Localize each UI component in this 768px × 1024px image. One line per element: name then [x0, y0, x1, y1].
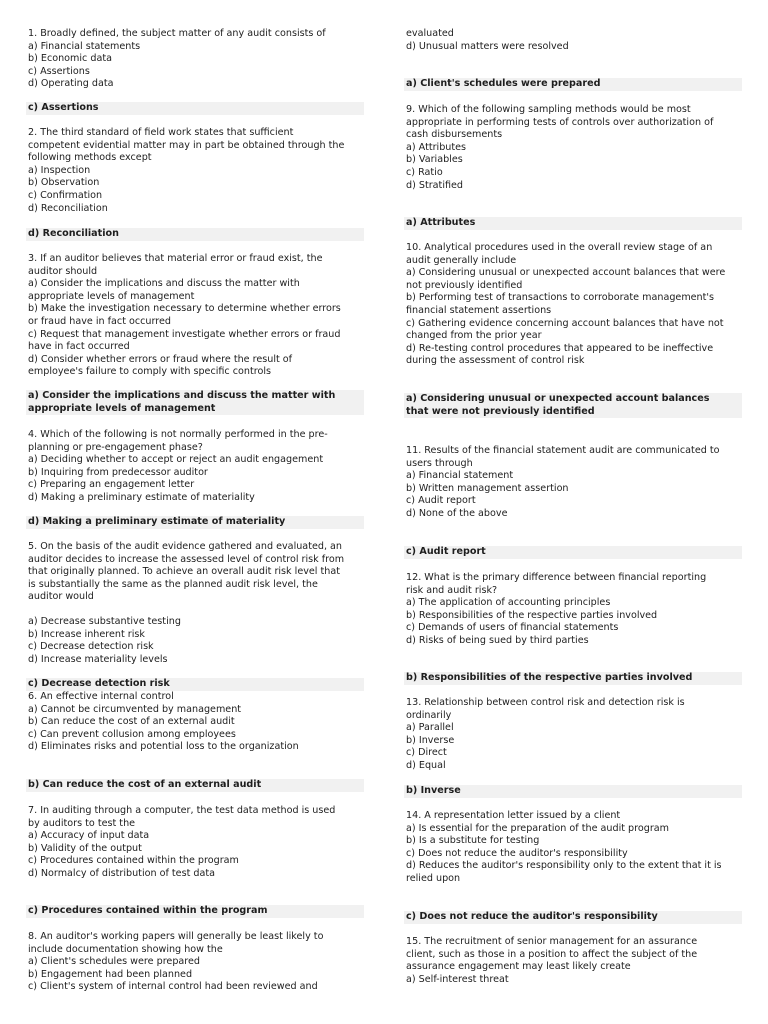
answer-10 — [406, 393, 742, 418]
question-line: b) Economic data — [28, 53, 112, 65]
question-line: risk and audit risk? — [406, 584, 498, 596]
question-line: d) None of the above — [406, 507, 508, 519]
question-line: employee's failure to comply with specific controls — [28, 366, 272, 378]
question-line: or fraud have in fact occurred — [28, 315, 172, 327]
question-line: 3. If an auditor believes that material error or fraud exist, the — [28, 253, 323, 264]
question-line: d) Operating data — [28, 78, 114, 90]
answer-2 — [28, 228, 364, 241]
question-line: d) Reduces the auditor's responsibility only to the extent that it is — [406, 860, 722, 872]
question-3 — [28, 253, 364, 379]
question-line: auditor decides to increase the assessed level of control risk from — [28, 553, 345, 565]
question-line: a) Parallel — [406, 722, 454, 734]
question-1 — [28, 28, 364, 91]
question-line: a) Inspection — [28, 164, 91, 176]
question-line: appropriate in performing tests of controls over authorization of — [406, 116, 714, 128]
question-line: financial statement assertions — [406, 304, 552, 316]
question-line: c) Assertions — [28, 65, 90, 77]
question-line: a) Self-interest threat — [406, 973, 509, 985]
question-line: c) Audit report — [406, 495, 476, 507]
answer-12 — [406, 672, 742, 685]
question-line: evaluated — [406, 28, 454, 39]
question-6 — [28, 691, 364, 754]
question-line: by auditors to test the — [28, 817, 136, 829]
question-line: d) Reconciliation — [28, 202, 108, 214]
question-line: have in fact occurred — [28, 341, 130, 353]
question-line: b) Performing test of transactions to corroborate management's — [406, 292, 715, 304]
question-line: 13. Relationship between control risk and detection risk is — [406, 697, 685, 708]
question-line: 10. Analytical procedures used in the overall review stage of an — [406, 242, 713, 253]
question-line: a) Is essential for the preparation of the audit program — [406, 822, 669, 834]
question-13 — [406, 697, 742, 773]
question-line: a) Financial statements — [28, 40, 141, 52]
question-line: b) Responsibilities of the respective parties involved — [406, 609, 658, 621]
question-line: b) Increase inherent risk — [28, 628, 145, 640]
question-line: d) Risks of being sued by third parties — [406, 634, 589, 646]
question-line: during the assessment of control risk — [406, 355, 585, 367]
question-line: assurance engagement may least likely create — [406, 961, 631, 973]
question-line: c) Preparing an engagement letter — [28, 479, 195, 491]
question-line: a) Client's schedules were prepared — [28, 956, 201, 968]
question-line: d) Re-testing control procedures that appeared to be ineffective — [406, 342, 714, 354]
answer-line: b) Inverse — [404, 785, 742, 798]
question-5 — [28, 541, 364, 604]
question-line: 9. Which of the following sampling methods would be most — [406, 104, 691, 115]
question-line: 14. A representation letter issued by a client — [406, 810, 621, 821]
question-line: users through — [406, 457, 473, 469]
question-line: 2. The third standard of field work states that sufficient — [28, 127, 294, 138]
question-line: cash disbursements — [406, 129, 503, 141]
answer-line: c) Procedures contained within the program — [26, 905, 364, 918]
question-line: 1. Broadly defined, the subject matter of any audit consists of — [28, 28, 326, 39]
question-line: a) Deciding whether to accept or reject an audit engagement — [28, 454, 324, 466]
question-line: 11. Results of the financial statement audit are communicated to — [406, 445, 720, 456]
question-line: 15. The recruitment of senior management for an assurance — [406, 936, 698, 947]
question-line: c) Does not reduce the auditor's responsibility — [406, 847, 628, 859]
question-line: a) Cannot be circumvented by management — [28, 703, 242, 715]
question-line: 6. An effective internal control — [28, 691, 174, 702]
answer-line: c) Decrease detection risk — [26, 678, 364, 691]
question-line: b) Validity of the output — [28, 842, 142, 854]
question-line: b) Inquiring from predecessor auditor — [28, 466, 208, 478]
answer-5 — [28, 678, 364, 691]
question-line: c) Procedures contained within the program — [28, 855, 239, 867]
question-line: d) Eliminates risks and potential loss to the organization — [28, 741, 299, 753]
question-line: c) Gathering evidence concerning account balances that have not — [406, 317, 724, 329]
question-line: c) Ratio — [406, 166, 443, 178]
question-line: c) Client's system of internal control had been reviewed and — [28, 981, 318, 993]
question-7 — [28, 805, 364, 881]
question-line: a) Accuracy of input data — [28, 830, 150, 842]
question-10 — [406, 242, 742, 368]
question-line: 4. Which of the following is not normally performed in the pre- — [28, 429, 328, 440]
question-line: c) Request that management investigate whether errors or fraud — [28, 328, 341, 340]
question-line: that originally planned. To achieve an overall audit risk level that — [28, 566, 340, 578]
question-line: c) Can prevent collusion among employees — [28, 728, 236, 740]
question-line: auditor would — [28, 591, 94, 603]
answer-8 — [406, 78, 742, 91]
question-line: competent evidential matter may in part be obtained through the — [28, 139, 345, 151]
question-line: b) Make the investigation necessary to determine whether errors — [28, 303, 341, 315]
answer-3 — [28, 390, 364, 415]
question-line: d) Increase materiality levels — [28, 653, 168, 665]
answer-line: c) Assertions — [26, 102, 364, 115]
question-line: b) Is a substitute for testing — [406, 835, 540, 847]
answer-1 — [28, 102, 364, 115]
question-line: c) Demands of users of financial statements — [406, 622, 619, 634]
question-line: d) Unusual matters were resolved — [406, 40, 569, 52]
answer-line: that were not previously identified — [404, 406, 742, 419]
question-line: a) The application of accounting principles — [406, 597, 611, 609]
question-line: 7. In auditing through a computer, the test data method is used — [28, 805, 336, 816]
question-line: changed from the prior year — [406, 330, 542, 342]
question-line: 12. What is the primary difference between financial reporting — [406, 572, 707, 583]
question-5-options — [28, 616, 364, 666]
question-line: b) Can reduce the cost of an external audit — [28, 716, 235, 728]
question-line: d) Consider whether errors or fraud where the result of — [28, 353, 293, 365]
question-line: b) Observation — [28, 177, 100, 189]
answer-line: a) Attributes — [404, 217, 742, 230]
question-line: not previously identified — [406, 279, 523, 291]
question-line: c) Direct — [406, 747, 447, 759]
question-4 — [28, 429, 364, 505]
answer-line: b) Responsibilities of the respective parties involved — [404, 672, 742, 685]
question-line: c) Confirmation — [28, 189, 103, 201]
question-8-continued — [406, 28, 742, 53]
answer-line: b) Can reduce the cost of an external audit — [26, 779, 364, 792]
question-line: b) Variables — [406, 154, 463, 166]
answer-14 — [406, 911, 742, 924]
question-line: relied upon — [406, 872, 461, 884]
question-line: 5. On the basis of the audit evidence gathered and evaluated, an — [28, 541, 343, 552]
answer-line: a) Client's schedules were prepared — [404, 78, 742, 91]
question-8 — [28, 931, 364, 994]
answer-line: c) Does not reduce the auditor's responsibility — [404, 911, 742, 924]
question-2 — [28, 127, 364, 215]
answer-line: d) Reconciliation — [26, 228, 364, 241]
answer-line: c) Audit report — [404, 546, 742, 559]
answer-7 — [28, 905, 364, 918]
question-line: a) Financial statement — [406, 470, 514, 482]
question-line: d) Making a preliminary estimate of materiality — [28, 491, 255, 503]
question-line: c) Decrease detection risk — [28, 641, 154, 653]
question-line: planning or pre-engagement phase? — [28, 441, 203, 453]
question-line: b) Engagement had been planned — [28, 968, 193, 980]
question-line: auditor should — [28, 265, 98, 277]
question-line: a) Attributes — [406, 141, 467, 153]
question-line: is substantially the same as the planned audit risk level, the — [28, 578, 318, 590]
answer-6 — [28, 779, 364, 792]
answer-line: a) Consider the implications and discuss the matter with — [26, 390, 364, 403]
question-line: 8. An auditor's working papers will generally be least likely to — [28, 931, 324, 942]
question-line: ordinarily — [406, 709, 452, 721]
question-line: audit generally include — [406, 254, 517, 266]
question-line: appropriate levels of management — [28, 290, 195, 302]
answer-9 — [406, 217, 742, 230]
question-line: d) Normalcy of distribution of test data — [28, 867, 215, 879]
answer-line: appropriate levels of management — [26, 403, 364, 416]
question-12 — [406, 572, 742, 648]
question-line: a) Decrease substantive testing — [28, 616, 181, 627]
answer-11 — [406, 546, 742, 559]
question-9 — [406, 104, 742, 192]
question-line: b) Inverse — [406, 734, 455, 746]
answer-4 — [28, 516, 364, 529]
question-line: d) Equal — [406, 759, 446, 771]
question-line: d) Stratified — [406, 179, 464, 191]
question-line: client, such as those in a position to affect the subject of the — [406, 948, 698, 960]
question-11 — [406, 445, 742, 521]
question-line: a) Consider the implications and discuss the matter with — [28, 278, 300, 290]
answer-line: d) Making a preliminary estimate of materiality — [26, 516, 364, 529]
question-line: following methods except — [28, 152, 152, 164]
question-15 — [406, 936, 742, 986]
question-14 — [406, 810, 742, 886]
answer-13 — [406, 785, 742, 798]
question-line: a) Considering unusual or unexpected account balances that were — [406, 267, 726, 279]
question-line: b) Written management assertion — [406, 482, 569, 494]
answer-line: a) Considering unusual or unexpected account balances — [404, 393, 742, 406]
question-line: include documentation showing how the — [28, 943, 223, 955]
